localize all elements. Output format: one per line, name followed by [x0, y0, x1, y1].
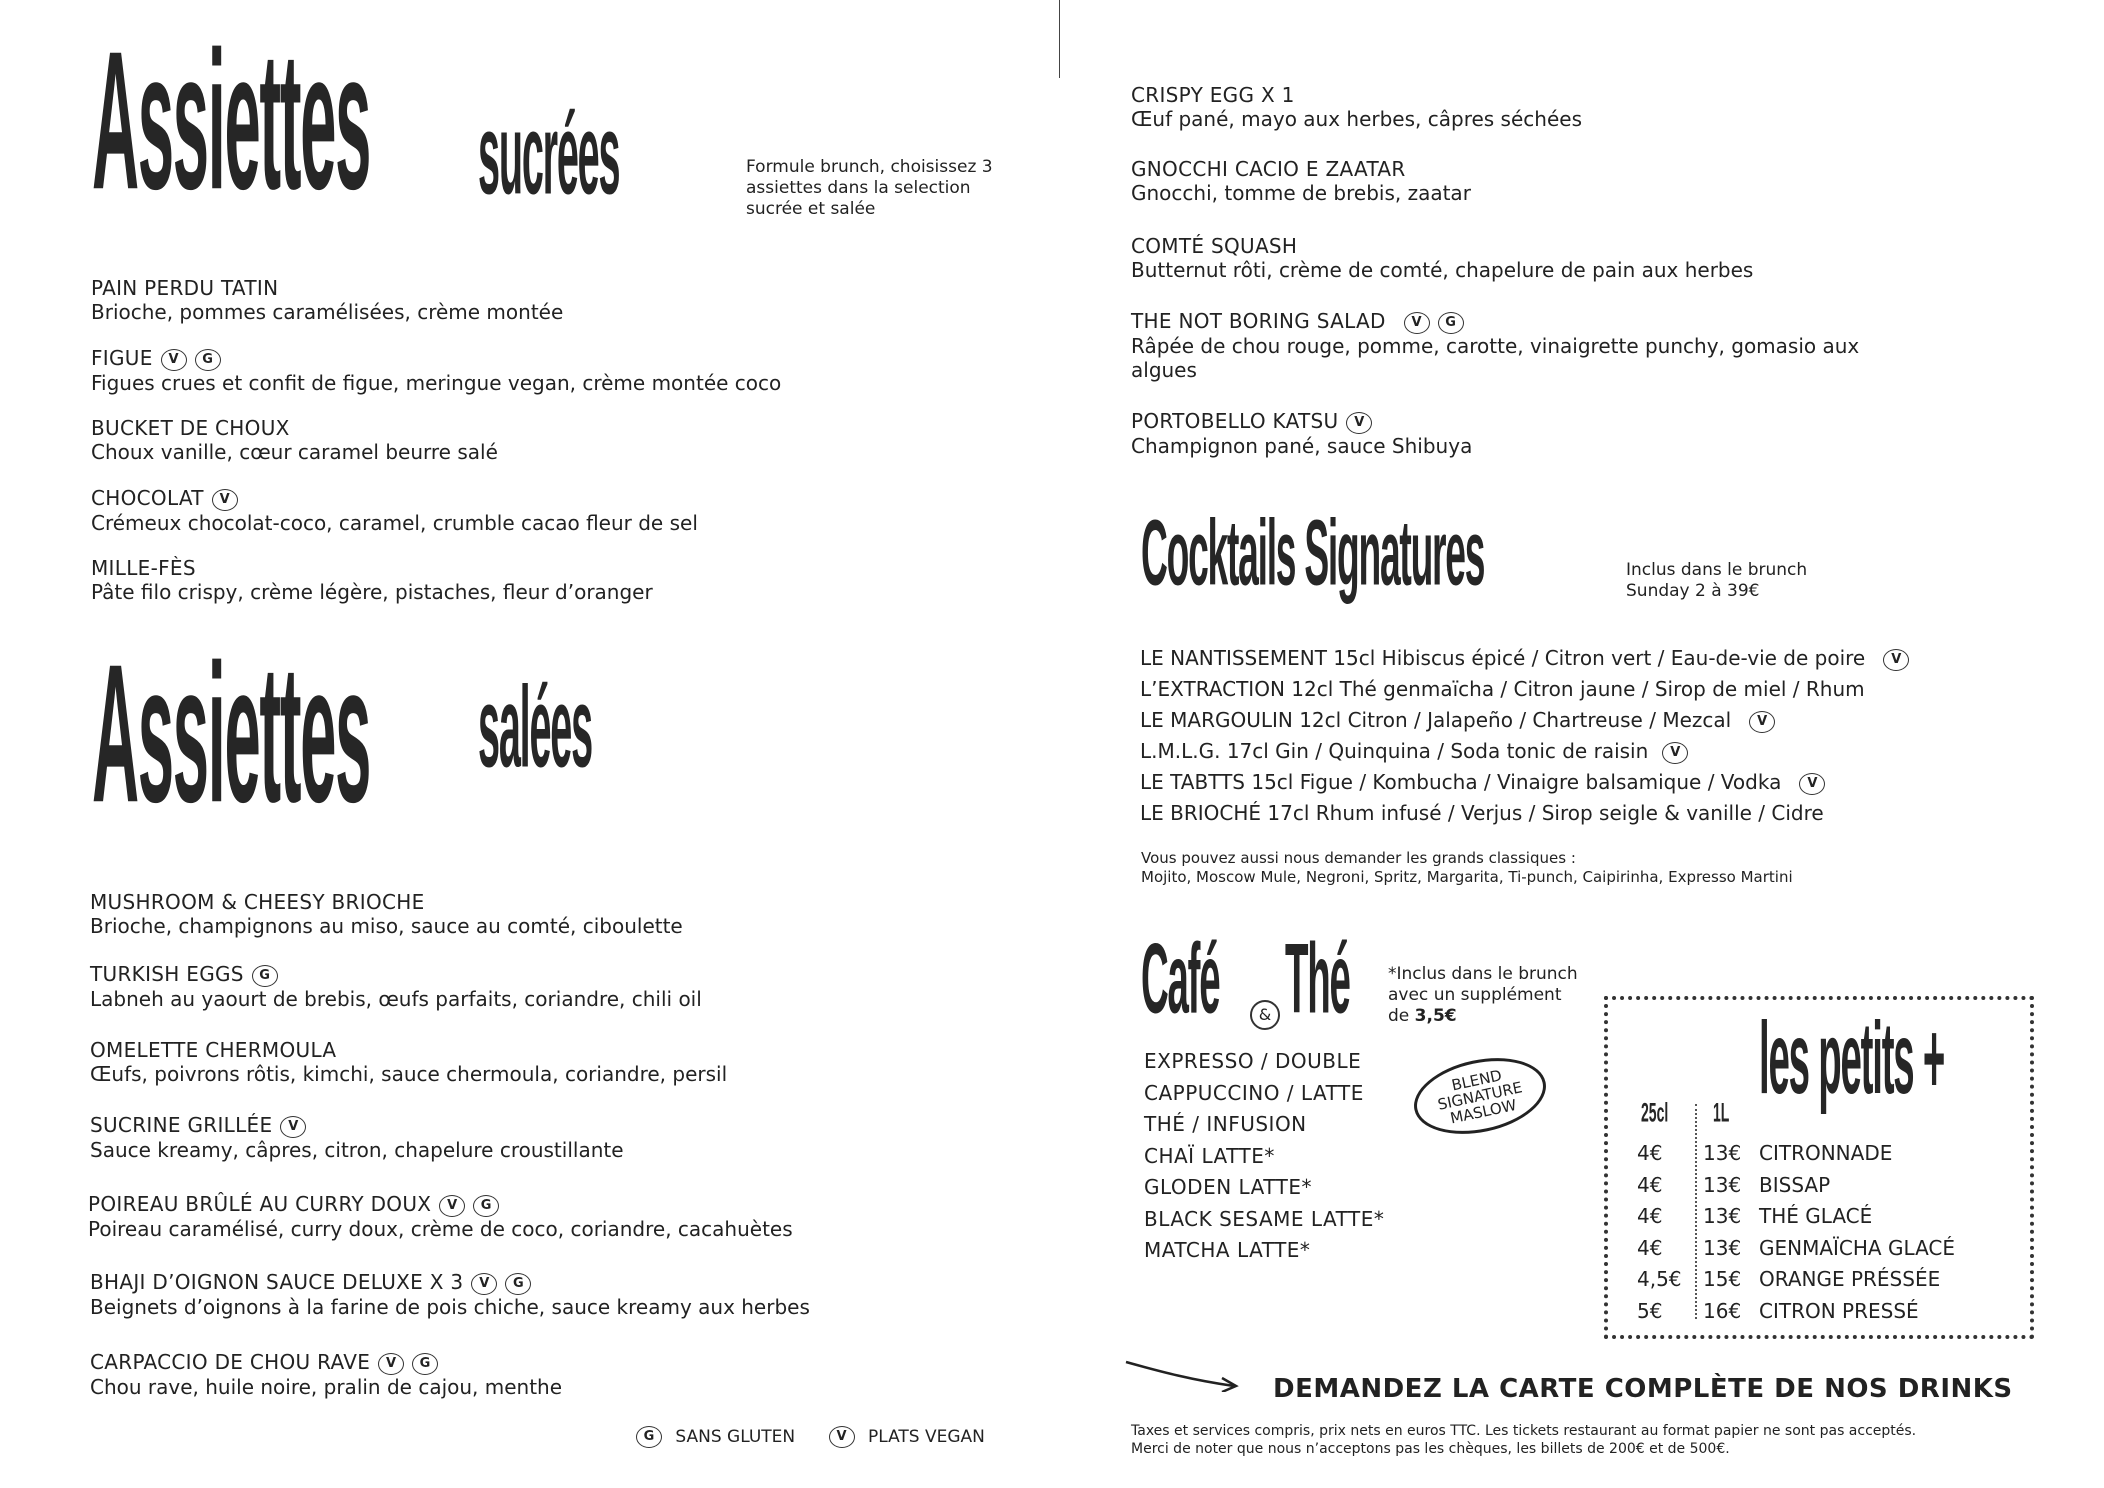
item-name: PORTOBELLO KATSU	[1131, 409, 1339, 433]
stamp-text: BLEND SIGNATURE MASLOW	[1436, 1066, 1524, 1128]
vegan-icon: V	[280, 1116, 306, 1138]
gluten-free-icon: G	[636, 1426, 662, 1448]
diet-legend	[636, 1426, 985, 1448]
savory-item	[88, 1192, 793, 1241]
vegan-icon: V	[161, 349, 187, 371]
table-row	[1637, 1170, 1955, 1202]
the-title: Thé	[1285, 924, 1350, 1035]
cafe-item: CAPPUCCINO / LATTE	[1144, 1080, 1364, 1105]
cocktail-item: LE MARGOULIN 12cl Citron / Jalapeño / Chartreuse / Mezcal	[1140, 708, 1732, 732]
item-desc: Labneh au yaourt de brebis, œufs parfaits, coriandre, chili oil	[90, 986, 702, 1011]
item-name: BHAJI D’OIGNON SAUCE DELUXE X 3	[90, 1270, 464, 1294]
item-desc: Beignets d’oignons à la farine de pois chiche, sauce kreamy aux herbes	[90, 1294, 810, 1319]
item-desc: Gnocchi, tomme de brebis, zaatar	[1131, 181, 1471, 205]
price-25cl: 4€	[1637, 1141, 1663, 1165]
vegan-icon: V	[1346, 412, 1372, 434]
sweet-item	[91, 276, 563, 324]
col-1l: 1L	[1713, 1098, 1730, 1129]
vegan-icon: V	[378, 1353, 404, 1375]
price-25cl: 4,5€	[1637, 1267, 1682, 1291]
table-row	[1637, 1233, 1955, 1265]
center-divider	[1059, 0, 1060, 78]
drink-name: BISSAP	[1759, 1172, 1831, 1197]
vegan-icon: V	[1749, 711, 1775, 733]
price-1l: 16€	[1703, 1298, 1742, 1323]
vegan-label: PLATS VEGAN	[867, 1427, 985, 1447]
price-1l: 13€	[1703, 1141, 1742, 1165]
drink-name: THÉ GLACÉ	[1759, 1204, 1873, 1228]
petits-table	[1637, 1138, 1955, 1327]
item-desc: Sauce kreamy, câpres, citron, chapelure croustillante	[90, 1137, 624, 1162]
cafe-list	[1144, 1046, 1384, 1267]
cocktail-item: L’EXTRACTION 12cl Thé genmaïcha / Citron jaune / Sirop de miel / Rhum	[1140, 677, 1865, 701]
vegan-icon: V	[1799, 773, 1825, 795]
table-row	[1637, 1264, 1955, 1296]
cafe-item: CHAÏ LATTE*	[1144, 1143, 1275, 1168]
item-desc: Râpée de chou rouge, pomme, carotte, vinaigrette punchy, gomasio aux algues	[1131, 333, 1860, 382]
classics-intro: Vous pouvez aussi nous demander les grands classiques :	[1141, 849, 1576, 867]
item-desc: Chou rave, huile noire, pralin de cajou, menthe	[90, 1374, 563, 1399]
cafe-item: MATCHA LATTE*	[1144, 1238, 1311, 1262]
sweet-item	[91, 556, 653, 604]
gluten-free-icon: G	[505, 1273, 531, 1295]
col-25cl: 25cl	[1641, 1098, 1669, 1129]
vegan-icon: V	[471, 1273, 497, 1295]
item-desc: Brioche, pommes caramélisées, crème montée	[91, 300, 564, 324]
cocktails-title: Cocktails Signatures	[1141, 500, 1485, 605]
cafe-item: GLODEN LATTE*	[1144, 1175, 1312, 1199]
item-name: OMELETTE CHERMOULA	[90, 1038, 337, 1062]
price-1l: 13€	[1703, 1235, 1742, 1260]
item-name: CARPACCIO DE CHOU RAVE	[90, 1350, 371, 1374]
savory-item	[90, 962, 702, 1011]
cafe-note-price: 3,5€	[1414, 1006, 1457, 1026]
drink-name: CITRONNADE	[1759, 1141, 1893, 1165]
gluten-free-icon: G	[195, 349, 221, 371]
price-25cl: 4€	[1637, 1235, 1663, 1260]
petits-title: les petits +	[1759, 1000, 1945, 1116]
savory-item	[1131, 309, 1931, 382]
price-25cl: 5€	[1637, 1298, 1663, 1323]
ampersand-badge: &	[1250, 1000, 1280, 1030]
item-desc: Champignon pané, sauce Shibuya	[1131, 433, 1473, 458]
item-desc: Pâte filo crispy, crème légère, pistaches, fleur d’oranger	[91, 580, 653, 604]
footer	[1131, 1422, 2031, 1458]
item-name: MUSHROOM & CHEESY BRIOCHE	[90, 890, 425, 914]
sweet-item	[91, 486, 698, 535]
savory-item	[90, 1270, 810, 1319]
item-name: MILLE-FÈS	[91, 556, 196, 580]
drinks-cta: DEMANDEZ LA CARTE COMPLÈTE DE NOS DRINKS	[1273, 1374, 2013, 1404]
item-name: PAIN PERDU TATIN	[91, 276, 279, 300]
gluten-free-label: SANS GLUTEN	[675, 1427, 796, 1447]
table-row	[1637, 1296, 1955, 1328]
price-1l: 13€	[1703, 1172, 1742, 1197]
cafe-note-text: *Inclus dans le brunch avec un supplément de	[1388, 964, 1578, 1026]
vegan-icon: V	[212, 489, 238, 511]
item-name: GNOCCHI CACIO E ZAATAR	[1131, 157, 1406, 181]
item-desc: Œufs, poivrons rôtis, kimchi, sauce chermoula, coriandre, persil	[90, 1062, 728, 1086]
item-desc: Œuf pané, mayo aux herbes, câpres séchées	[1131, 107, 1582, 131]
classics-note	[1141, 849, 1793, 887]
cocktails-note: Inclus dans le brunch Sunday 2 à 39€	[1626, 560, 1808, 601]
vegan-icon: V	[1883, 649, 1909, 671]
brunch-formula-note: Formule brunch, choisissez 3 assiettes dans la selection sucrée et salée	[746, 157, 993, 219]
cocktail-list	[1140, 643, 1909, 829]
savory-title-sub: salées	[478, 661, 592, 791]
savory-item	[90, 1113, 624, 1162]
vegan-icon: V	[439, 1195, 465, 1217]
gluten-free-icon: G	[252, 965, 278, 987]
price-25cl: 4€	[1637, 1204, 1663, 1228]
item-name: CRISPY EGG X 1	[1131, 83, 1295, 107]
item-desc: Poireau caramélisé, curry doux, crème de coco, coriandre, cacahuètes	[88, 1216, 793, 1241]
drink-name: GENMAÏCHA GLACÉ	[1759, 1235, 1956, 1260]
item-name: CHOCOLAT	[91, 486, 204, 510]
item-name: POIREAU BRÛLÉ AU CURRY DOUX	[88, 1192, 432, 1216]
item-desc: Choux vanille, cœur caramel beurre salé	[91, 440, 498, 464]
item-name: TURKISH EGGS	[90, 962, 244, 986]
sweet-title-main: Assiettes	[92, 11, 371, 232]
item-desc: Butternut rôti, crème de comté, chapelure de pain aux herbes	[1131, 258, 1754, 282]
savory-item	[90, 890, 683, 938]
drink-name: CITRON PRESSÉ	[1759, 1298, 1919, 1323]
item-desc: Figues crues et confit de figue, meringue vegan, crème montée coco	[91, 370, 782, 395]
savory-item	[90, 1038, 727, 1086]
classics-list: Mojito, Moscow Mule, Negroni, Spritz, Margarita, Ti-punch, Caipirinha, Expresso Martini	[1141, 868, 1793, 886]
savory-item	[1131, 234, 1753, 282]
cocktail-item: LE NANTISSEMENT 15cl Hibiscus épicé / Citron vert / Eau-de-vie de poire	[1140, 646, 1866, 670]
sweet-item	[91, 346, 781, 395]
item-desc: Brioche, champignons au miso, sauce au comté, ciboulette	[90, 914, 683, 938]
savory-item	[90, 1350, 562, 1399]
cafe-title: Café	[1141, 924, 1220, 1035]
item-desc: Crémeux chocolat-coco, caramel, crumble cacao fleur de sel	[91, 510, 698, 535]
item-name: THE NOT BORING SALAD	[1131, 309, 1386, 333]
savory-item	[1131, 83, 1582, 131]
sweet-title-sub: sucrées	[478, 88, 620, 218]
price-1l: 15€	[1703, 1267, 1742, 1291]
cocktail-item: L.M.L.G. 17cl Gin / Quinquina / Soda tonic de raisin	[1140, 739, 1649, 763]
arrow-icon	[1122, 1356, 1242, 1392]
footer-line: Taxes et services compris, prix nets en euros TTC. Les tickets restaurant au format papier ne sont pas acceptés.	[1131, 1423, 1917, 1439]
item-name: SUCRINE GRILLÉE	[90, 1113, 273, 1137]
footer-line: Merci de noter que nous n’acceptons pas les chèques, les billets de 200€ et de 500€.	[1131, 1441, 1730, 1457]
cafe-item: EXPRESSO / DOUBLE	[1144, 1049, 1362, 1073]
cafe-item: BLACK SESAME LATTE*	[1144, 1206, 1385, 1231]
vegan-icon: V	[1404, 312, 1430, 334]
cocktail-item: LE TABTTS 15cl Figue / Kombucha / Vinaigre balsamique / Vodka	[1140, 770, 1782, 794]
sweet-item	[91, 416, 498, 464]
blend-signature-stamp	[1407, 1047, 1553, 1145]
cafe-item: THÉ / INFUSION	[1144, 1112, 1307, 1136]
gluten-free-icon: G	[1438, 312, 1464, 334]
cocktail-item: LE BRIOCHÉ 17cl Rhum infusé / Verjus / Sirop seigle & vanille / Cidre	[1140, 801, 1824, 825]
gluten-free-icon: G	[473, 1195, 499, 1217]
savory-title-main: Assiettes	[92, 624, 371, 845]
savory-item	[1131, 409, 1472, 458]
table-row	[1637, 1201, 1955, 1233]
drink-name: ORANGE PRÉSSÉE	[1759, 1267, 1941, 1291]
gluten-free-icon: G	[412, 1353, 438, 1375]
table-row	[1637, 1138, 1955, 1170]
item-name: BUCKET DE CHOUX	[91, 416, 290, 440]
price-25cl: 4€	[1637, 1172, 1663, 1197]
price-1l: 13€	[1703, 1204, 1742, 1228]
item-name: COMTÉ SQUASH	[1131, 234, 1298, 258]
item-name: FIGUE	[91, 346, 153, 370]
vegan-icon: V	[1662, 742, 1688, 764]
cafe-note	[1388, 964, 1588, 1027]
vegan-icon: V	[829, 1426, 855, 1448]
savory-item	[1131, 157, 1471, 205]
